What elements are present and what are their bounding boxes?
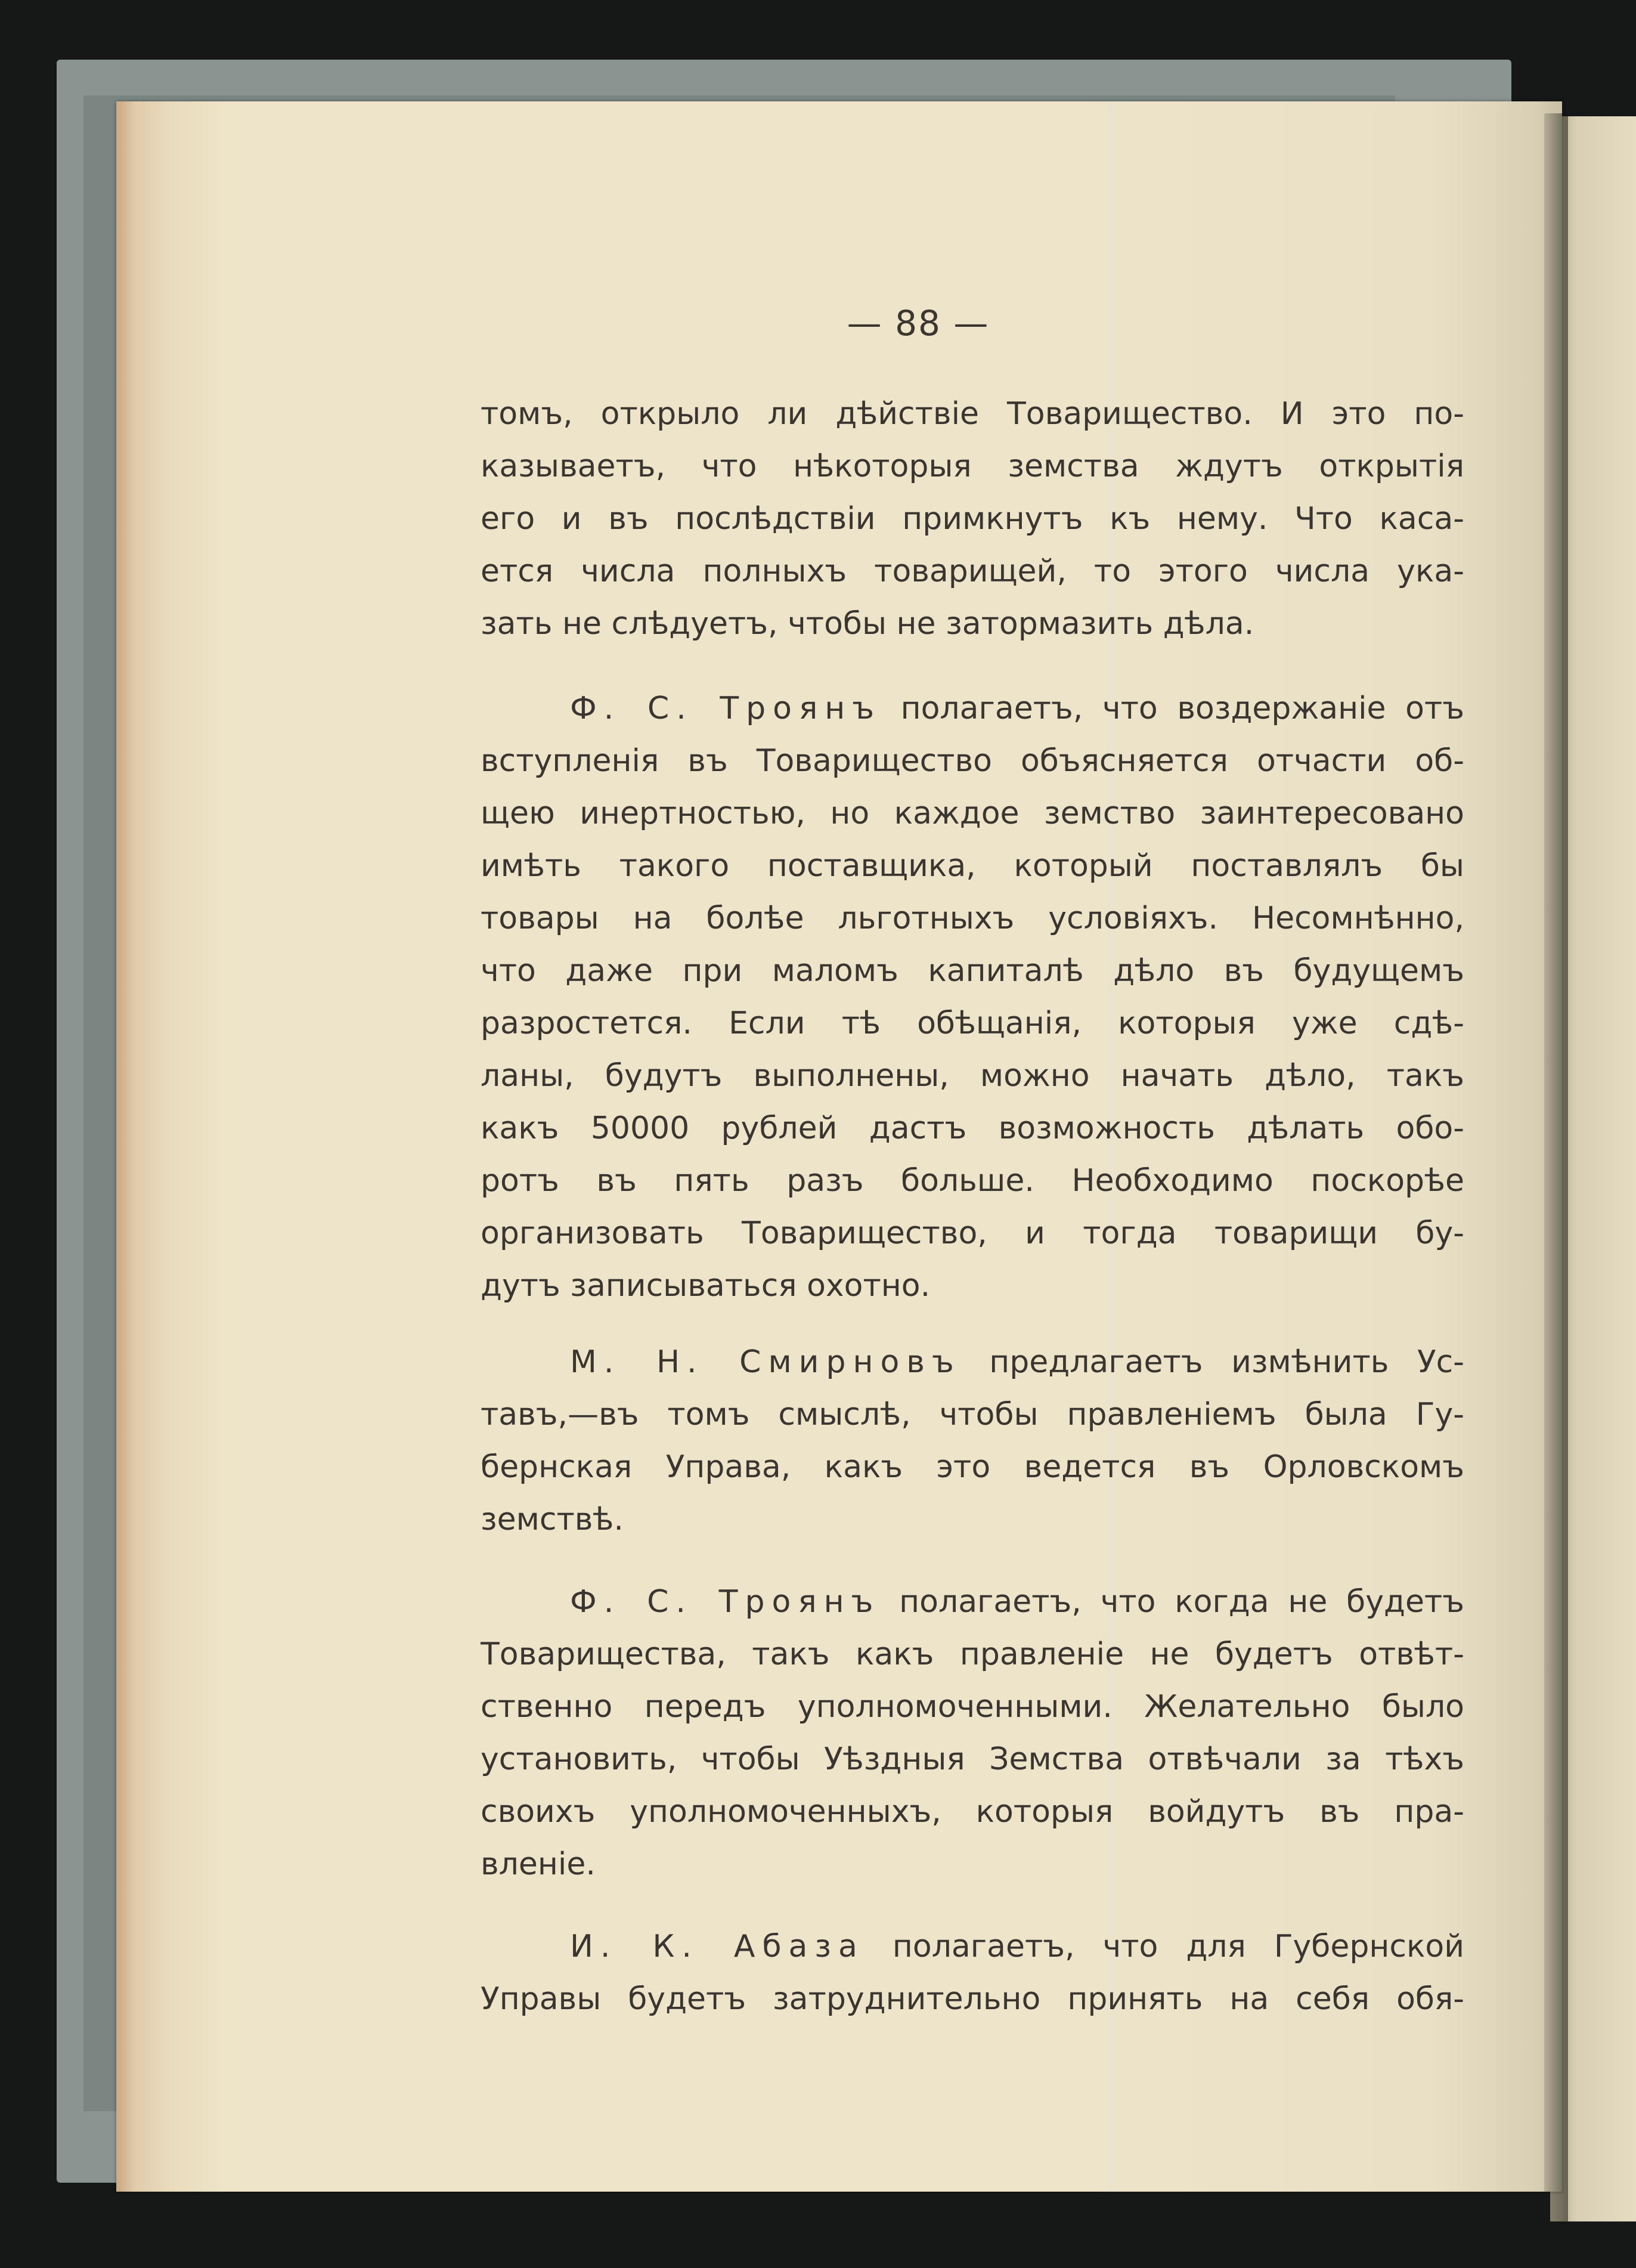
- speaker-name: Ф. С. Троянъ: [570, 1584, 881, 1620]
- paragraph-1: [481, 388, 1464, 650]
- page-number: — 88 —: [847, 303, 990, 344]
- speaker-name: М. Н. Смирновъ: [570, 1344, 961, 1380]
- paragraph-first-line: [481, 1576, 1464, 1628]
- text-line: тавъ,—въ томъ смыслѣ, чтобы правленіемъ была Гу-: [481, 1397, 1464, 1432]
- page-left-edge: [116, 101, 134, 2192]
- text-line: ланы, будутъ выполнены, можно начать дѣло, такъ: [481, 1058, 1464, 1094]
- text-line: щею инертностью, но каждое земство заинтересовано: [481, 796, 1464, 831]
- text-line: вступленія въ Товарищество объясняется отчасти об-: [481, 743, 1464, 779]
- text-line: организовать Товарищество, и тогда товарищи бу-: [481, 1215, 1464, 1251]
- text-line: казываетъ, что нѣкоторыя земства ждутъ открытія: [481, 448, 1464, 484]
- text-line: что даже при маломъ капиталѣ дѣло въ будущемъ: [481, 953, 1464, 989]
- text-line: его и въ послѣдствіи примкнутъ къ нему. Что каса-: [481, 501, 1464, 537]
- text-line: ротъ въ пять разъ больше. Необходимо поскорѣе: [481, 1163, 1464, 1199]
- text-line: Товарищества, такъ какъ правленіе не будетъ отвѣт-: [481, 1636, 1464, 1672]
- text-line: какъ 50000 рублей дастъ возможность дѣлать обо-: [481, 1110, 1464, 1146]
- text-line: дутъ записываться охотно.: [481, 1268, 931, 1304]
- paragraph-4: [481, 1576, 1464, 1890]
- text-line: имѣть такого поставщика, который поставлялъ бы: [481, 848, 1464, 884]
- text-line: зать не слѣдуетъ, чтобы не затормазить дѣла.: [481, 606, 1254, 642]
- text-line: Управы будетъ затруднительно принять на себя обя-: [481, 1981, 1464, 2017]
- page-body-text: [481, 388, 1464, 2025]
- paragraph-first-line: [481, 1920, 1464, 1973]
- text-line: вленіе.: [481, 1846, 596, 1882]
- text-line: установить, чтобы Уѣздныя Земства отвѣчали за тѣхъ: [481, 1741, 1464, 1777]
- first-line-rest: полагаетъ, что когда не будетъ: [880, 1584, 1464, 1620]
- paragraph-3: [481, 1336, 1464, 1546]
- paragraph-first-line: [481, 1336, 1464, 1388]
- first-line-rest: полагаетъ, что воздержаніе отъ: [881, 691, 1464, 726]
- gutter-shadow: [1544, 113, 1568, 2224]
- first-line-rest: полагаетъ, что для Губернской: [864, 1929, 1464, 1964]
- paragraph-5: [481, 1920, 1464, 2025]
- text-line: томъ, открыло ли дѣйствіе Товарищество. И это по-: [481, 396, 1464, 432]
- paragraph-first-line: [481, 682, 1464, 735]
- text-line: разростется. Если тѣ обѣщанія, которыя уже сдѣ-: [481, 1005, 1464, 1041]
- first-line-rest: предлагаетъ измѣнить Ус-: [960, 1344, 1464, 1380]
- text-line: своихъ уполномоченныхъ, которыя войдутъ въ пра-: [481, 1794, 1464, 1830]
- text-line: земствѣ.: [481, 1502, 624, 1537]
- text-line: ется числа полныхъ товарищей, то этого числа ука-: [481, 553, 1464, 589]
- text-line: бернская Управа, какъ это ведется въ Орловскомъ: [481, 1449, 1464, 1485]
- speaker-name: И. К. Абаза: [570, 1929, 865, 1964]
- paragraph-2: [481, 682, 1464, 1312]
- speaker-name: Ф. С. Троянъ: [570, 691, 881, 726]
- text-line: ственно передъ уполномоченными. Желательно было: [481, 1689, 1464, 1725]
- text-line: товары на болѣе льготныхъ условіяхъ. Несомнѣнно,: [481, 901, 1464, 936]
